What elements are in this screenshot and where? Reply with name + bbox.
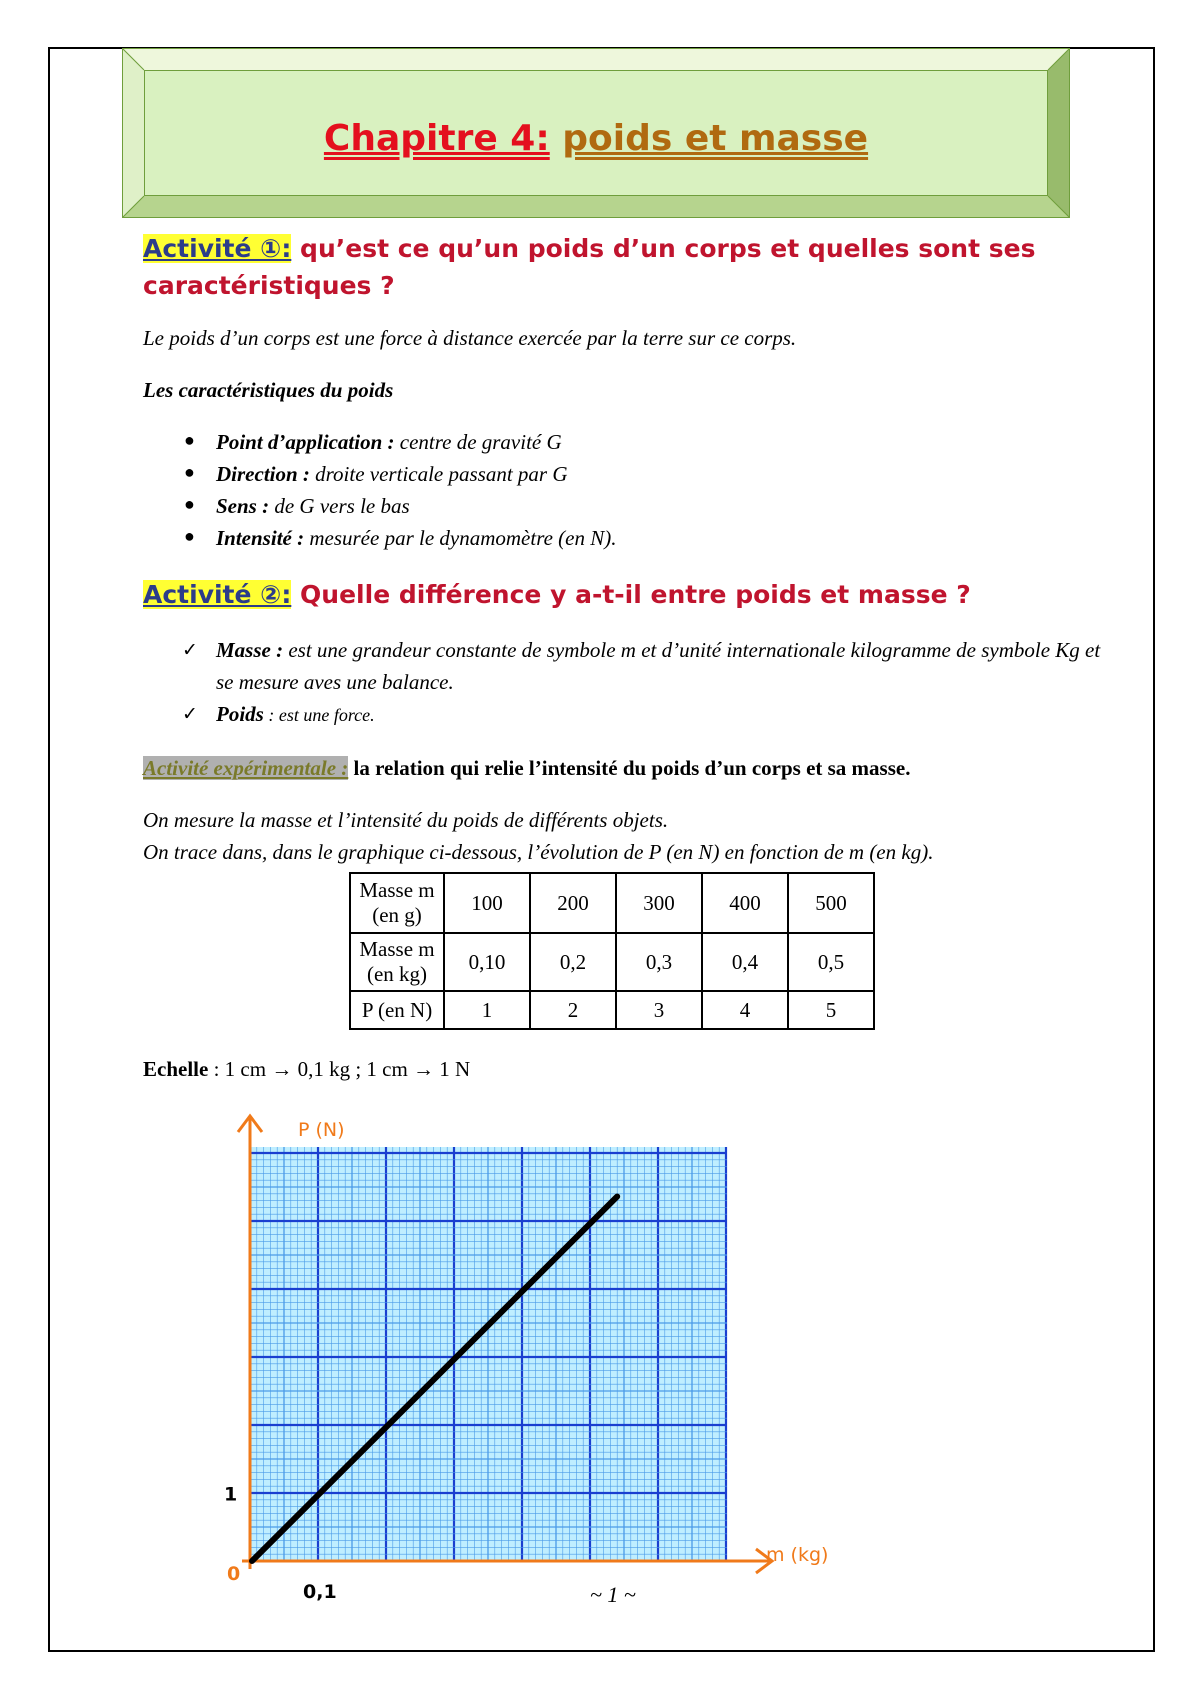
item-text: droite verticale passant par G: [309, 462, 568, 486]
x-axis-label: m (kg): [766, 1544, 829, 1566]
bullet-icon: ●: [184, 430, 195, 450]
activity2-label: Activité ②:: [143, 580, 292, 609]
x-tick-label: 0,1: [303, 1581, 337, 1603]
activity1-label: Activité ①:: [143, 234, 292, 263]
y-axis-label: P (N): [298, 1119, 345, 1141]
table-cell: 3: [616, 991, 702, 1029]
bullet-icon: ●: [184, 462, 195, 482]
activity1-question: qu’est ce qu’un poids d’un corps et quelles sont ses caractéristiques ?: [143, 234, 1036, 300]
checkmark-icon: ✓: [182, 639, 198, 661]
scale-text: : 1 cm → 0,1 kg ; 1 cm → 1 N: [208, 1057, 471, 1081]
table-cell: 0,2: [530, 933, 616, 991]
table-cell: 400: [702, 873, 788, 933]
page-number: ~ 1 ~: [590, 1582, 636, 1607]
item-text: de G vers le bas: [269, 494, 410, 518]
item-term: Masse :: [216, 638, 284, 662]
table-cell: 200: [530, 873, 616, 933]
title-subject: poids et masse: [562, 118, 869, 159]
experimental-line1: On mesure la masse et l’intensité du poids de différents objets.: [143, 808, 669, 832]
title-chapter: Chapitre 4:: [323, 118, 550, 159]
table-cell: 2: [530, 991, 616, 1029]
weight-definition: Le poids d’un corps est une force à distance exercée par la terre sur ce corps.: [143, 326, 797, 350]
item-term: Sens :: [216, 494, 270, 518]
item-term: Intensité :: [216, 526, 305, 550]
item-term: Point d’application :: [216, 430, 395, 454]
table-cell: 0,3: [616, 933, 702, 991]
row-header: P (en N): [350, 991, 444, 1029]
bullet-icon: ●: [184, 494, 195, 514]
row-header: Masse m (en kg): [350, 933, 444, 991]
table-cell: 0,4: [702, 933, 788, 991]
table-cell: 5: [788, 991, 874, 1029]
y-tick-label: 1: [224, 1483, 238, 1506]
characteristics-title: Les caractéristiques du poids: [143, 378, 394, 402]
row-header: Masse m (en g): [350, 873, 444, 933]
table-cell: 300: [616, 873, 702, 933]
bullet-icon: ●: [184, 526, 195, 546]
item-text: mesurée par le dynamomètre (en N).: [304, 526, 617, 550]
experimental-text: la relation qui relie l’intensité du poids d’un corps et sa masse.: [348, 756, 911, 780]
table-cell: 4: [702, 991, 788, 1029]
table-cell: 0,10: [444, 933, 530, 991]
item-term: Direction :: [216, 462, 310, 486]
checkmark-icon: ✓: [182, 703, 198, 725]
origin-label: 0: [227, 1563, 241, 1585]
item-text: est une grandeur constante de symbole m et d’unité internationale kilogramme de symbole Kg et se mesure aves une balance.: [216, 638, 1101, 694]
experimental-label: Activité expérimentale :: [143, 756, 349, 780]
table-cell: 100: [444, 873, 530, 933]
table-cell: 0,5: [788, 933, 874, 991]
experimental-line2: On trace dans, dans le graphique ci-dessous, l’évolution de P (en N) en fonction de m (en kg).: [143, 840, 934, 864]
item-term: Poids: [216, 702, 264, 726]
item-text: centre de gravité G: [394, 430, 562, 454]
item-text: : est une force.: [263, 705, 375, 725]
activity2-question: Quelle différence y a-t-il entre poids et masse ?: [300, 580, 971, 609]
table-cell: 500: [788, 873, 874, 933]
scale-label: Echelle: [143, 1057, 209, 1081]
table-cell: 1: [444, 991, 530, 1029]
